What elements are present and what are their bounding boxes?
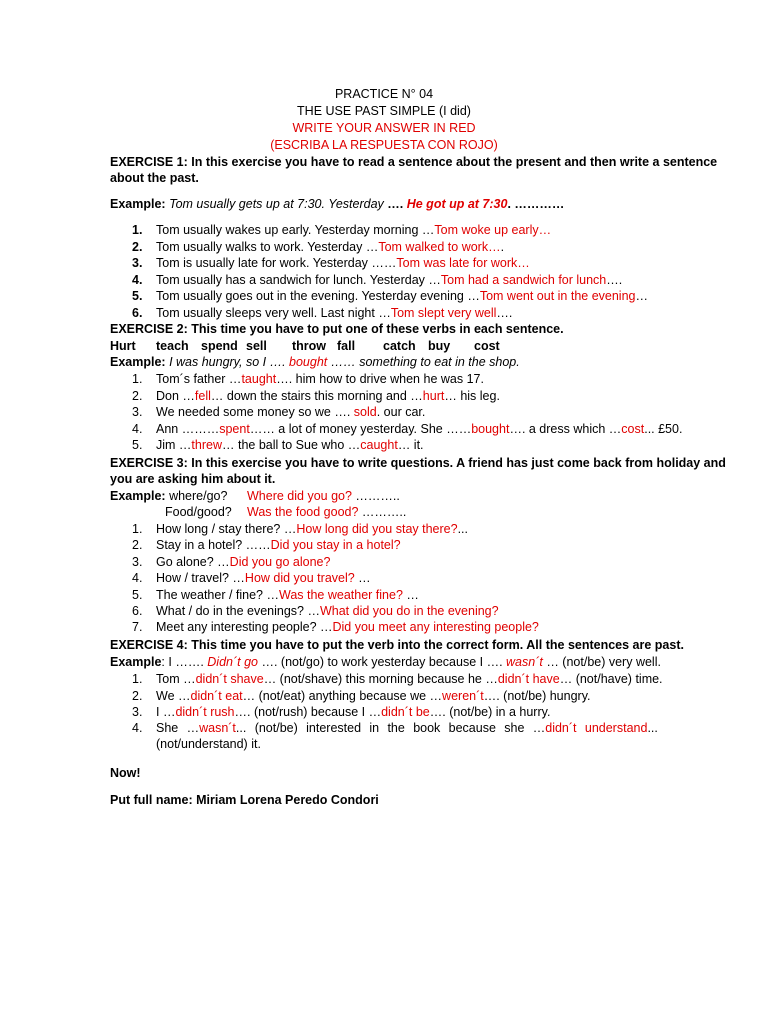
example-text: … (not/be) very well. [542, 655, 661, 669]
word-group [449, 720, 496, 736]
answer-text: Did you meet any interesting people? [332, 620, 539, 635]
trailing-dots: … [402, 587, 419, 602]
exercise-1-item [156, 305, 512, 321]
item-number: 1. [132, 372, 143, 386]
exercise-3-item [156, 603, 499, 619]
answer-text: fell [194, 388, 211, 403]
exercise-2-title: EXERCISE 2: This time you have to put one of these verbs in each sentence. [110, 322, 564, 336]
question-text: Tom usually has a sandwich for lunch. Yesterday … [156, 272, 441, 287]
sentence-text: … the ball to Sue who … [222, 438, 361, 453]
question-text: How / travel? … [156, 571, 245, 586]
word-group [255, 720, 298, 736]
answer-text: didn´t [545, 721, 577, 735]
exercise-1-item [156, 222, 551, 238]
question-text: Go alone? … [156, 554, 230, 569]
exercise-1-item [156, 288, 648, 304]
exercise-3-title-cont: you are asking him about it. [110, 472, 276, 486]
sentence-text: ... [647, 721, 658, 735]
sentence-text: I … [156, 705, 176, 719]
question-text: Tom usually walks to work. Yesterday … [156, 239, 379, 254]
exercise-4-example [110, 654, 661, 670]
verb-option: sell [246, 339, 267, 353]
word-group [306, 720, 361, 736]
sentence-text: We needed some money so we …. [156, 405, 354, 420]
answer-text: taught [241, 372, 277, 386]
item-number: 5. [132, 438, 143, 453]
answer-text: What did you do in the evening? [319, 604, 499, 618]
verb-option: teach [156, 339, 189, 353]
exercise-4-item [156, 688, 591, 704]
sentence-text: …. (not/rush) because I … [234, 705, 382, 719]
answer-text: How did you travel? [244, 571, 355, 586]
example-answer: wasn´t [506, 655, 543, 669]
item-number: 4. [132, 721, 143, 735]
exercise-4-item-4 [156, 720, 658, 736]
answer-text: Tom went out in the evening [479, 289, 636, 304]
exercise-3-example-b-answer [247, 504, 406, 520]
example-question: Tom usually gets up at 7:30. Yesterday [169, 197, 384, 211]
exercise-3-example-a-answer [247, 488, 400, 504]
answer-text: didn´t shave [195, 672, 264, 686]
verb-option: throw [292, 339, 327, 353]
topic-title: THE USE PAST SIMPLE (I did) [297, 104, 471, 118]
answer-text: didn´t have [497, 672, 560, 686]
exercise-1-title: EXERCISE 1: In this exercise you have to read a sentence about the present and then write a sentence [110, 155, 718, 169]
example-dots: . ………… [507, 197, 565, 211]
answer-text: Did you stay in a hotel? [270, 538, 401, 553]
verb-option: spend [201, 339, 238, 353]
word-group [533, 720, 577, 736]
sentence-text: … (not/have) time. [559, 672, 663, 686]
answer-text: understand [584, 721, 648, 735]
item-number: 2. [132, 388, 143, 403]
example-question: where/go? [165, 489, 228, 503]
trailing-dots: …. [606, 272, 623, 287]
answer-instruction: WRITE YOUR ANSWER IN RED [292, 121, 476, 135]
exercise-1-item [156, 272, 622, 288]
answer-text: Tom was late for work… [396, 256, 530, 271]
verb-option: Hurt [110, 339, 136, 353]
example-text: I was hungry, so I …. [165, 355, 290, 369]
now-label: Now! [110, 766, 141, 780]
sentence-text: ... [235, 721, 247, 735]
sentence-text: We … [156, 688, 191, 703]
item-number: 2. [132, 538, 143, 553]
question-text: How long / stay there? … [156, 522, 297, 536]
sentence-text: she [504, 721, 525, 735]
exercise-1-item [156, 255, 530, 271]
trailing-dots: …. [496, 306, 513, 320]
answer-text: wasn´t [199, 721, 236, 735]
sentence-text: Ann ……… [156, 421, 220, 436]
example-text: : I ……. [161, 655, 208, 669]
answer-text: How long did you stay there? [296, 522, 458, 536]
exercise-1-example [110, 196, 564, 212]
sentence-text: …. him how to drive when he was 17. [276, 372, 484, 386]
example-answer: Was the food good? [247, 505, 359, 519]
item-number: 6. [132, 306, 143, 320]
answer-text: Tom walked to work… [378, 239, 501, 254]
sentence-text: the [387, 721, 405, 735]
sentence-text: … his leg. [444, 388, 500, 403]
sentence-text: … (not/shave) this morning because he … [263, 672, 498, 686]
item-number: 1. [132, 672, 143, 686]
sentence-text: in [369, 721, 380, 735]
sentence-text: … [532, 721, 546, 735]
exercise-3-item [156, 521, 468, 537]
item-number: 2. [132, 239, 143, 254]
answer-text: weren´t [442, 688, 484, 703]
question-text: Tom usually sleeps very well. Last night … [156, 306, 391, 320]
item-number: 3. [132, 554, 143, 569]
word-group [156, 720, 178, 736]
sentence-text: She [156, 721, 179, 735]
example-answer: He got up at 7:30 [406, 197, 508, 211]
exercise-3-item [156, 587, 419, 603]
answer-text: Did you go alone? [229, 554, 331, 569]
sentence-text: …… a lot of money yesterday. She …… [249, 421, 472, 436]
question-text: Tom usually wakes up early. Yesterday morning … [156, 223, 435, 237]
answer-text: Tom had a sandwich for lunch [440, 272, 607, 287]
exercise-3-item [156, 554, 330, 570]
example-label: Example: [110, 197, 166, 211]
word-group [504, 720, 524, 736]
exercise-2-item [156, 388, 500, 404]
answer-text: bought [471, 421, 510, 436]
exercise-1-item [156, 239, 504, 255]
exercise-3-example-a [110, 488, 227, 504]
answer-instruction-spanish: (ESCRIBA LA RESPUESTA CON ROJO) [270, 138, 498, 152]
answer-text: didn´t eat [190, 688, 243, 703]
answer-text: Was the weather fine? [278, 587, 403, 602]
answer-text: hurt [422, 388, 445, 403]
item-number: 4. [132, 421, 143, 436]
exercise-3-title: EXERCISE 3: In this exercise you have to write questions. A friend has just come back from holiday and [110, 456, 726, 470]
answer-text: didn´t rush [175, 705, 235, 719]
item-number: 1. [132, 223, 143, 237]
exercise-3-example-b: Food/good? [165, 505, 232, 519]
exercise-3-item [156, 570, 371, 586]
example-answer: Where did you go? [247, 489, 352, 503]
answer-text: spent [219, 421, 250, 436]
sentence-text: ... £50. [644, 421, 683, 436]
verb-option: catch [383, 339, 416, 353]
sentence-text: because [448, 721, 496, 735]
exercise-2-item [156, 404, 425, 420]
item-number: 4. [132, 571, 143, 586]
question-text: Stay in a hotel? …… [156, 538, 271, 553]
answer-text: caught [360, 438, 398, 453]
item-number: 4. [132, 272, 143, 287]
exercise-4-title: EXERCISE 4: This time you have to put the verb into the correct form. All the sentences are past. [110, 638, 684, 652]
sentence-text: … down the stairs this morning and … [210, 388, 423, 403]
answer-text: sold [353, 405, 377, 420]
exercise-4-item [156, 704, 550, 720]
trailing-dots: . [500, 239, 505, 254]
student-name-line: Put full name: Miriam Lorena Peredo Condori [110, 793, 379, 807]
example-text: …. (not/go) to work yesterday because I …. [258, 655, 507, 669]
exercise-2-item [156, 437, 424, 453]
sentence-text: …. (not/be) in a hurry. [429, 705, 551, 719]
word-group [585, 720, 658, 736]
verb-option: cost [474, 339, 500, 353]
sentence-text: … [186, 721, 200, 735]
word-group [413, 720, 440, 736]
word-group [369, 720, 379, 736]
example-label: Example [110, 655, 162, 669]
item-number: 2. [132, 688, 143, 703]
sentence-text: …. (not/be) hungry. [483, 688, 591, 703]
example-dots: …. [383, 197, 407, 211]
trailing-dots: … [635, 289, 648, 304]
example-label: Example: [110, 355, 166, 369]
trailing-dots: … [354, 571, 371, 586]
item-number: 5. [132, 587, 143, 602]
item-number: 1. [132, 522, 143, 536]
example-text: …… something to eat in the shop. [327, 355, 520, 369]
answer-text: Tom slept very well [390, 306, 497, 320]
example-dots: ……….. [358, 505, 407, 519]
item-number: 5. [132, 289, 143, 304]
item-number: 6. [132, 604, 143, 618]
practice-number: PRACTICE N° 04 [334, 87, 434, 101]
exercise-3-item [156, 619, 539, 635]
word-group [387, 720, 404, 736]
example-label: Example: [110, 489, 166, 503]
sentence-text: book [413, 721, 441, 735]
sentence-text: interested [306, 721, 362, 735]
exercise-4-item [156, 671, 663, 687]
exercise-4-item-4-cont: (not/understand) it. [156, 737, 261, 751]
example-answer: bought [289, 355, 328, 369]
exercise-3-item [156, 537, 401, 553]
question-text: Tom is usually late for work. Yesterday …… [156, 256, 397, 271]
question-text: The weather / fine? … [156, 587, 279, 602]
answer-text: Tom woke up early… [434, 223, 552, 237]
sentence-text: . our car. [376, 405, 426, 420]
exercise-2-example [110, 354, 520, 370]
exercise-2-item [156, 371, 484, 387]
question-text: Meet any interesting people? … [156, 620, 333, 635]
sentence-text: … it. [397, 438, 424, 453]
item-number: 3. [132, 405, 143, 420]
answer-text: threw [191, 438, 222, 453]
sentence-text: Tom … [156, 672, 196, 686]
item-number: 7. [132, 620, 143, 635]
question-text: Tom usually goes out in the evening. Yesterday evening … [156, 289, 480, 304]
sentence-text: (not/be) [254, 721, 298, 735]
sentence-text: Tom´s father … [156, 372, 242, 386]
answer-text: didn´t be [381, 705, 430, 719]
question-text: What / do in the evenings? … [156, 604, 320, 618]
sentence-text: Don … [156, 388, 195, 403]
verb-option: fall [337, 339, 356, 353]
example-answer: Didn´t go [207, 655, 258, 669]
sentence-text: …. a dress which … [509, 421, 622, 436]
exercise-2-item [156, 421, 682, 437]
example-dots: ……….. [351, 489, 400, 503]
word-group [187, 720, 247, 736]
exercise-1-title-cont: about the past. [110, 171, 199, 185]
sentence-text: Jim … [156, 438, 192, 453]
item-number: 3. [132, 256, 143, 271]
answer-text: cost [621, 421, 645, 436]
verb-option: buy [428, 339, 451, 353]
trailing-dots: ... [457, 522, 468, 536]
item-number: 3. [132, 705, 143, 719]
sentence-text: … (not/eat) anything because we … [242, 688, 443, 703]
